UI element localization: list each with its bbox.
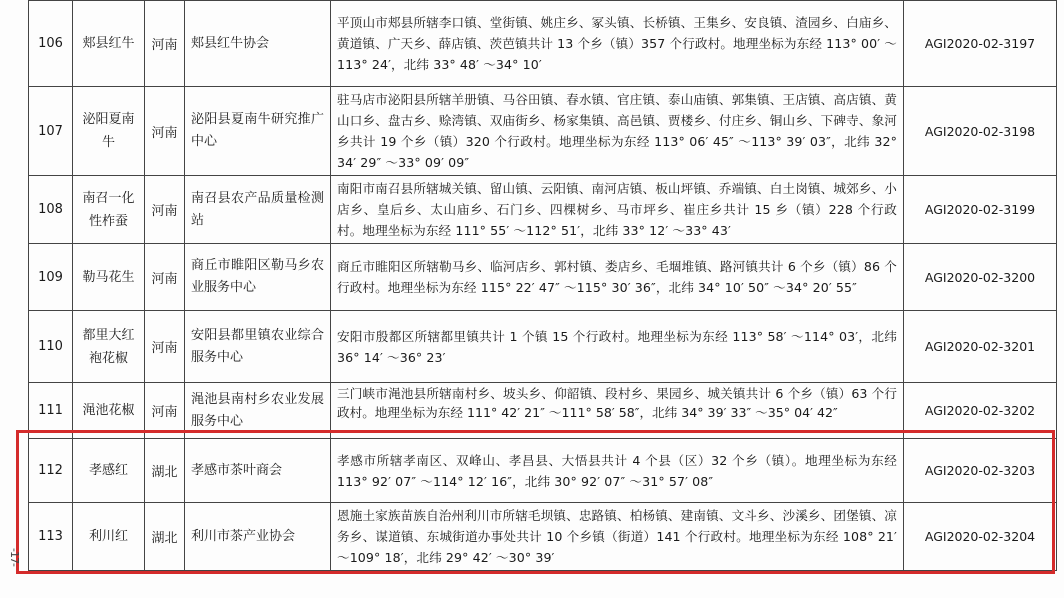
- table-row: [29, 311, 1057, 383]
- registration-code: AGI2020-02-3202: [904, 383, 1057, 439]
- table-row: [29, 87, 1057, 176]
- registration-code: AGI2020-02-3199: [904, 176, 1057, 244]
- product-name: 孝感红: [73, 439, 145, 503]
- product-name: 泌阳夏南牛: [73, 87, 145, 176]
- protected-area-cell: [331, 383, 904, 439]
- page-number: -17-: [8, 548, 21, 566]
- protected-area: 平顶山市郏县所辖李口镇、堂街镇、姚庄乡、冢头镇、长桥镇、王集乡、安良镇、渣园乡、白庙乡、黄道镇、广天乡、薛店镇、茨芭镇共计 13 个乡（镇）357 个行政村。地理坐标为东经 113° 00′ ～113° 24′，北纬 33° 48′ ～34° 10′: [331, 1, 904, 87]
- product-name: 都里大红袍花椒: [73, 311, 145, 383]
- row-number: 107: [29, 87, 73, 176]
- protected-area: 三门峡市渑池县所辖南村乡、坡头乡、仰韶镇、段村乡、果园乡、城关镇共计 6 个乡（镇）63 个行政村。地理坐标为东经 111° 42′ 21″ ～111° 58′ 58″，北纬 34° 39′ 33″ ～35° 04′ 42″: [337, 385, 897, 420]
- province: 河南: [145, 311, 185, 383]
- product-name: 勒马花生: [73, 244, 145, 311]
- registration-code: AGI2020-02-3197: [904, 1, 1057, 87]
- protected-area: 驻马店市泌阳县所辖羊册镇、马谷田镇、春水镇、官庄镇、泰山庙镇、郭集镇、王店镇、高店镇、黄山口乡、盘古乡、赊湾镇、双庙街乡、杨家集镇、高邑镇、贾楼乡、付庄乡、铜山乡、下碑寺、象河乡共计 19 个乡（镇）320 个行政村。地理坐标为东经 113° 06′ 45″ ～113° 39′ 03″，北纬 32° 34′ 29″ ～33° 09′ 09″: [331, 87, 904, 176]
- protected-area: 恩施土家族苗族自治州利川市所辖毛坝镇、忠路镇、柏杨镇、建南镇、文斗乡、沙溪乡、团堡镇、凉务乡、谋道镇、东城街道办事处共计 10 个乡镇（街道）141 个行政村。地理坐标为东经 108° 21′ ～109° 18′，北纬 29° 42′ ～30° 39′: [331, 503, 904, 571]
- row-number: 108: [29, 176, 73, 244]
- province: 河南: [145, 383, 185, 439]
- table-body: [29, 1, 1057, 571]
- table-row: [29, 383, 1057, 439]
- registration-table: [28, 0, 1057, 571]
- applicant-org: 郏县红牛协会: [185, 1, 331, 87]
- applicant-org: 安阳县都里镇农业综合服务中心: [185, 311, 331, 383]
- province: 河南: [145, 87, 185, 176]
- row-number: 113: [29, 503, 73, 571]
- table-row: [29, 439, 1057, 503]
- table-row: [29, 176, 1057, 244]
- protected-area: 孝感市所辖孝南区、双峰山、孝昌县、大悟县共计 4 个县（区）32 个乡（镇）。地理坐标为东经 113° 92′ 07″ ～114° 12′ 16″，北纬 30° 92′ 07″ ～31° 57′ 08″: [331, 439, 904, 503]
- row-number: 112: [29, 439, 73, 503]
- table-row: [29, 244, 1057, 311]
- province: 河南: [145, 176, 185, 244]
- row-number: 111: [29, 383, 73, 439]
- registration-code: AGI2020-02-3203: [904, 439, 1057, 503]
- applicant-org: 孝感市茶叶商会: [185, 439, 331, 503]
- row-number: 110: [29, 311, 73, 383]
- registration-code: AGI2020-02-3201: [904, 311, 1057, 383]
- table-row: [29, 1, 1057, 87]
- row-number: 109: [29, 244, 73, 311]
- registration-code: AGI2020-02-3200: [904, 244, 1057, 311]
- registration-code: AGI2020-02-3204: [904, 503, 1057, 571]
- product-name: 南召一化性柞蚕: [73, 176, 145, 244]
- province: 湖北: [145, 503, 185, 571]
- protected-area: 南阳市南召县所辖城关镇、留山镇、云阳镇、南河店镇、板山坪镇、乔端镇、白土岗镇、城郊乡、小店乡、皇后乡、太山庙乡、石门乡、四棵树乡、马市坪乡、崔庄乡共计 15 乡（镇）228 个行政村。地理坐标为东经 111° 55′ ～112° 51′，北纬 33° 12′ ～33° 43′: [331, 176, 904, 244]
- applicant-org: 利川市茶产业协会: [185, 503, 331, 571]
- applicant-org: 商丘市睢阳区勒马乡农业服务中心: [185, 244, 331, 311]
- protected-area: 商丘市睢阳区所辖勒马乡、临河店乡、郭村镇、娄店乡、毛堌堆镇、路河镇共计 6 个乡（镇）86 个行政村。地理坐标为东经 115° 22′ 47″ ～115° 30′ 36″，北纬 34° 10′ 50″ ～34° 20′ 55″: [331, 244, 904, 311]
- province: 河南: [145, 244, 185, 311]
- registration-code: AGI2020-02-3198: [904, 87, 1057, 176]
- row-number: 106: [29, 1, 73, 87]
- product-name: 渑池花椒: [73, 383, 145, 439]
- protected-area: 安阳市殷都区所辖都里镇共计 1 个镇 15 个行政村。地理坐标为东经 113° 58′ ～114° 03′，北纬 36° 14′ ～36° 23′: [331, 311, 904, 383]
- applicant-org: 渑池县南村乡农业发展服务中心: [185, 383, 331, 439]
- province: 河南: [145, 1, 185, 87]
- product-name: 利川红: [73, 503, 145, 571]
- applicant-org: 南召县农产品质量检测站: [185, 176, 331, 244]
- applicant-org: 泌阳县夏南牛研究推广中心: [185, 87, 331, 176]
- table-row: [29, 503, 1057, 571]
- product-name: 郏县红牛: [73, 1, 145, 87]
- province: 湖北: [145, 439, 185, 503]
